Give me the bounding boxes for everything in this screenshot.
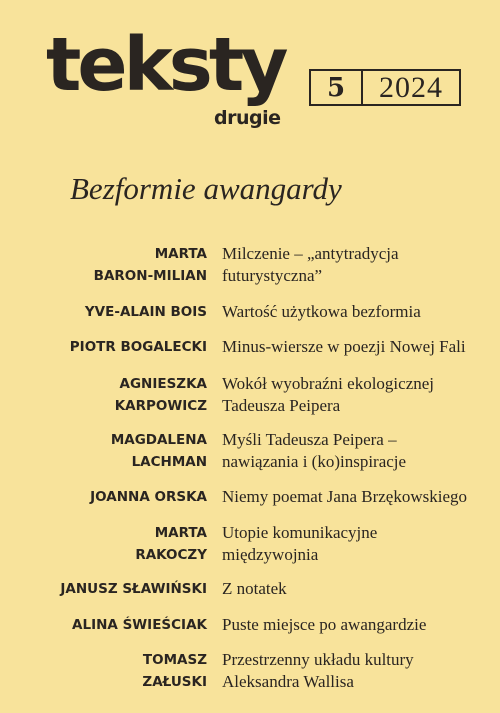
- toc-author: PIOTR BOGALECKI: [69, 339, 207, 355]
- logo-subtitle: drugie: [214, 107, 281, 129]
- toc-author: YVE-ALAIN BOIS: [84, 304, 207, 320]
- issue-number: 5: [311, 71, 363, 104]
- issue-title: Bezformie awangardy: [70, 171, 342, 206]
- toc-title: Wartość użytkowa bezformia: [222, 302, 421, 321]
- toc-author: TOMASZ ZAŁUSKI: [142, 652, 207, 690]
- masthead: [0, 0, 500, 160]
- toc-author: JOANNA ORSKA: [90, 489, 207, 505]
- toc-author: MAGDALENA LACHMAN: [110, 432, 207, 470]
- toc-author: ALINA ŚWIEŚCIAK: [72, 617, 207, 633]
- toc-author: AGNIESZKA KARPOWICZ: [114, 376, 207, 414]
- toc-title: Z notatek: [222, 579, 287, 598]
- toc-title: Niemy poemat Jana Brzękowskiego: [222, 487, 468, 506]
- toc-author: MARTA BARON-MILIAN: [93, 246, 207, 284]
- toc-title: Minus-wiersze w poezji Nowej Fali: [222, 337, 466, 356]
- toc-title: Puste miejsce po awangardzie: [222, 615, 427, 634]
- toc-title: Myśli Tadeusza Peipera – nawiązania i (ko)inspiracje: [222, 430, 407, 471]
- issue-year: 2024: [379, 70, 443, 104]
- logo-wordmark: teksty: [46, 22, 285, 108]
- issue-box: [309, 69, 461, 106]
- toc-title: Utopie komunikacyjne międzywojnia: [222, 523, 378, 564]
- toc-author: MARTA RAKOCZY: [135, 525, 207, 563]
- toc-title: Wokół wyobraźni ekologicznej Tadeusza Peipera: [222, 374, 435, 415]
- toc-author: JANUSZ SŁAWIŃSKI: [60, 581, 207, 597]
- toc-title: Milczenie – „antytradycja futurystyczna”: [222, 244, 399, 285]
- toc-title: Przestrzenny układu kultury Aleksandra Wallisa: [222, 650, 414, 691]
